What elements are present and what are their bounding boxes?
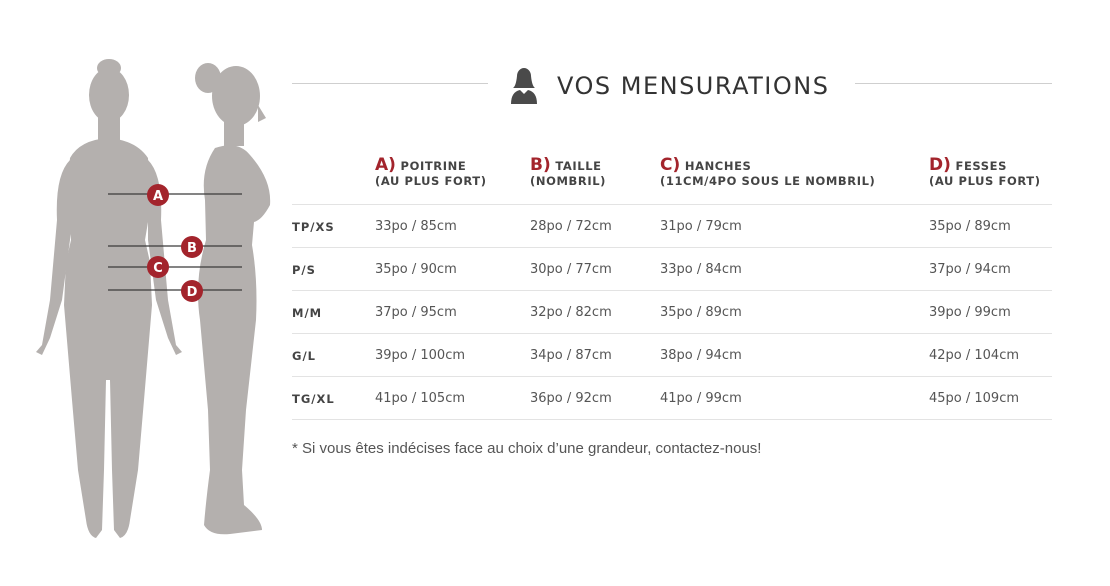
chest-value: 35po / 90cm bbox=[375, 262, 457, 277]
hips-value: 33po / 84cm bbox=[660, 262, 742, 277]
hips-value: 31po / 79cm bbox=[660, 219, 742, 234]
header-buttocks: D) FESSES (AU PLUS FORT) bbox=[929, 155, 1041, 188]
marker-d bbox=[181, 280, 203, 302]
table-header bbox=[292, 156, 1052, 205]
hips-value: 38po / 94cm bbox=[660, 348, 742, 363]
size-label: TP/XS bbox=[292, 220, 335, 234]
chest-value: 41po / 105cm bbox=[375, 391, 466, 406]
divider-left bbox=[292, 83, 488, 84]
chest-value: 33po / 85cm bbox=[375, 219, 457, 234]
table-row bbox=[292, 334, 1052, 377]
hips-value: 41po / 99cm bbox=[660, 391, 742, 406]
marker-a bbox=[147, 184, 169, 206]
footnote: * Si vous êtes indécises face au choix d’une grandeur, contactez-nous! bbox=[292, 440, 762, 457]
page-title: VOS MENSURATIONS bbox=[557, 72, 830, 100]
buttocks-value: 35po / 89cm bbox=[929, 219, 1011, 234]
marker-d-label: D bbox=[186, 285, 198, 300]
size-label: P/S bbox=[292, 263, 316, 277]
table-row bbox=[292, 248, 1052, 291]
divider-right bbox=[855, 83, 1052, 84]
side-figure bbox=[195, 63, 270, 534]
table-row bbox=[292, 205, 1052, 248]
waist-value: 28po / 72cm bbox=[530, 219, 612, 234]
chest-value: 39po / 100cm bbox=[375, 348, 466, 363]
size-label: G/L bbox=[292, 349, 316, 363]
marker-b-label: B bbox=[187, 241, 197, 256]
waist-value: 34po / 87cm bbox=[530, 348, 612, 363]
header-hips: C) HANCHES (11CM/4PO SOUS LE NOMBRIL) bbox=[660, 155, 876, 188]
chest-value: 37po / 95cm bbox=[375, 305, 457, 320]
silhouette-figures bbox=[0, 0, 290, 586]
buttocks-value: 42po / 104cm bbox=[929, 348, 1020, 363]
buttocks-value: 45po / 109cm bbox=[929, 391, 1020, 406]
body-measurement-illustration bbox=[0, 0, 290, 586]
front-figure bbox=[36, 59, 182, 538]
marker-b bbox=[181, 236, 203, 258]
waist-value: 32po / 82cm bbox=[530, 305, 612, 320]
waist-value: 30po / 77cm bbox=[530, 262, 612, 277]
waist-value: 36po / 92cm bbox=[530, 391, 612, 406]
table-row bbox=[292, 377, 1052, 420]
hips-value: 35po / 89cm bbox=[660, 305, 742, 320]
size-chart-table bbox=[292, 156, 1052, 420]
size-label: M/M bbox=[292, 306, 323, 320]
section-header bbox=[292, 60, 1052, 116]
header-waist: B) TAILLE (NOMBRIL) bbox=[530, 155, 606, 188]
buttocks-value: 39po / 99cm bbox=[929, 305, 1011, 320]
buttocks-value: 37po / 94cm bbox=[929, 262, 1011, 277]
table-row bbox=[292, 291, 1052, 334]
header-chest: A) POITRINE (AU PLUS FORT) bbox=[375, 155, 487, 188]
marker-c bbox=[147, 256, 169, 278]
woman-silhouette-icon bbox=[508, 66, 540, 104]
marker-a-label: A bbox=[152, 189, 164, 204]
size-label: TG/XL bbox=[292, 392, 335, 406]
marker-c-label: C bbox=[153, 261, 163, 276]
